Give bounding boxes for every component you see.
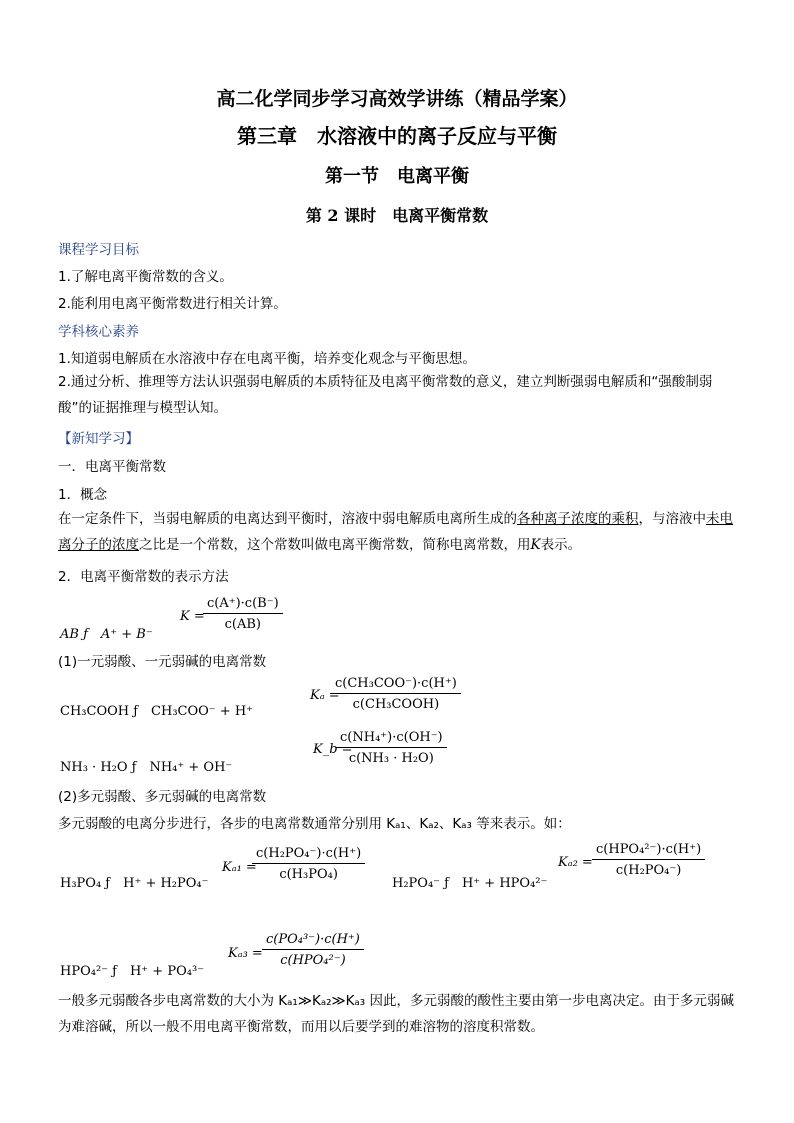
mono-heading: (1)一元弱酸、一元弱碱的电离常数 — [58, 654, 267, 670]
concept-paragraph — [58, 506, 738, 558]
goal-item-2: 2.能利用电离平衡常数进行相关计算。 — [58, 296, 287, 312]
poly-k2-fraction — [592, 842, 705, 878]
lesson-title: 第 2 课时 电离平衡常数 — [305, 206, 489, 225]
acid-k-label: Kₐ = — [310, 688, 340, 703]
acid-fraction — [331, 676, 461, 712]
main-title: 高二化学同步学习高效学讲练（精品学案） — [216, 88, 578, 110]
concept-k-symbol: K — [530, 537, 541, 553]
general-reaction: AB ƒ A⁺ + B⁻ — [60, 627, 153, 642]
new-learning-heading: 【新知学习】 — [58, 431, 139, 447]
literacy-item-1: 1.知道弱电解质在水溶液中存在电离平衡，培养变化观念与平衡思想。 — [58, 351, 476, 367]
concept-underline-2: 未电离分子的浓度 — [58, 511, 733, 553]
literacy-item-2: 2.通过分析、推理等方法认识强弱电解质的本质特征及电离平衡常数的意义，建立判断强弱电解质和“强酸制弱酸”的证据推理与模型认知。 — [58, 374, 713, 416]
concept-text-b: ，与溶液中 — [638, 511, 706, 527]
base-denominator: c(NH₃ · H₂O) — [348, 751, 434, 766]
part1-heading: 一．电离平衡常数 — [58, 459, 166, 475]
poly-k2-numerator: c(HPO₄²⁻)·c(H⁺) — [592, 842, 705, 860]
poly-k2-label: Kₐ₂ = — [558, 855, 593, 870]
poly-k3-fraction — [262, 932, 364, 968]
general-numerator: c(A⁺)·c(B⁻) — [203, 596, 283, 614]
concept-text-d: 表示。 — [540, 537, 582, 553]
general-fraction — [203, 596, 283, 632]
poly-reaction-2: H₂PO₄⁻ ƒ H⁺ + HPO₄²⁻ — [392, 876, 548, 891]
poly-conclusion: 一般多元弱酸各步电离常数的大小为 Kₐ₁≫Kₐ₂≫Kₐ₃ 因此，多元弱酸的酸性主要由第一步电离决定。由于多元弱碱为难溶碱，所以一般不用电离平衡常数，而用以后要学到的难溶物的溶度积常数。 — [58, 993, 735, 1035]
literacy-heading: 学科核心素养 — [58, 324, 139, 340]
base-numerator: c(NH₄⁺)·c(OH⁻) — [336, 730, 447, 748]
concept-text-c: 之比是一个常数，这个常数叫做电离平衡常数，简称电离常数，用 — [139, 537, 531, 553]
expr-heading: 2．电离平衡常数的表示方法 — [58, 569, 229, 585]
base-reaction: NH₃ · H₂O ƒ NH₄⁺ + OH⁻ — [60, 760, 233, 775]
base-fraction — [336, 730, 447, 766]
poly-k3-denominator: c(HPO₄²⁻) — [280, 953, 346, 968]
poly-intro: 多元弱酸的电离分步进行，各步的电离常数通常分别用 Kₐ₁、Kₐ₂、Kₐ₃ 等来表示。如： — [58, 816, 571, 832]
poly-heading: (2)多元弱酸、多元弱碱的电离常数 — [58, 789, 267, 805]
concept-heading: 1．概念 — [58, 487, 108, 503]
goals-heading: 课程学习目标 — [58, 242, 139, 258]
poly-reaction-1: H₃PO₄ ƒ H⁺ + H₂PO₄⁻ — [60, 876, 209, 891]
goal-item-1: 1.了解电离平衡常数的含义。 — [58, 269, 233, 285]
poly-k3-numerator: c(PO₄³⁻)·c(H⁺) — [262, 932, 364, 950]
concept-underline-1: 各种离子浓度的乘积 — [517, 511, 639, 527]
poly-k1-numerator: c(H₂PO₄⁻)·c(H⁺) — [252, 846, 365, 864]
section-title: 第一节 电离平衡 — [325, 166, 469, 187]
concept-text-a: 在一定条件下，当弱电解质的电离达到平衡时，溶液中弱电解质电离所生成的 — [58, 511, 517, 527]
chapter-title: 第三章 水溶液中的离子反应与平衡 — [237, 124, 557, 148]
poly-k3-label: Kₐ₃ = — [228, 946, 263, 961]
general-k-label: K = — [180, 609, 205, 624]
acid-numerator: c(CH₃COO⁻)·c(H⁺) — [331, 676, 461, 694]
poly-k1-fraction — [252, 846, 365, 882]
general-denominator: c(AB) — [224, 617, 262, 632]
acid-denominator: c(CH₃COOH) — [352, 697, 440, 712]
acid-reaction: CH₃COOH ƒ CH₃COO⁻ + H⁺ — [60, 704, 254, 719]
poly-k2-denominator: c(H₂PO₄⁻) — [615, 863, 682, 878]
poly-reaction-3: HPO₄²⁻ ƒ H⁺ + PO₄³⁻ — [60, 964, 205, 979]
poly-k1-label: Kₐ₁ = — [222, 860, 257, 875]
base-k-label: K_b = — [313, 742, 353, 757]
poly-k1-denominator: c(H₃PO₄) — [279, 867, 338, 882]
